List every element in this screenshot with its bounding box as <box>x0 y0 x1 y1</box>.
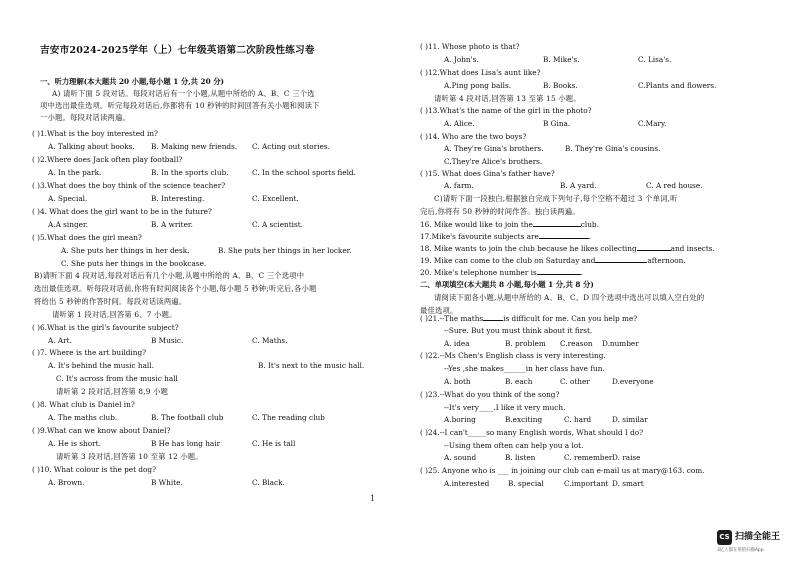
instruction-text: 选出最佳选项。听每段对话前,你将有时间阅读各个小题,每小题 5 秒钟;听完后,各小题 <box>34 284 317 293</box>
option-a[interactable]: A. John's. <box>444 55 479 64</box>
option-b[interactable]: B. each <box>505 377 533 386</box>
instruction-text: 请听第 3 段对话,回答第 10 至第 12 小题。 <box>56 452 203 461</box>
option-a[interactable]: A. sound <box>444 453 477 462</box>
instruction-text: 完后,你将有 50 秒钟的时间作答。独白读两遍。 <box>420 207 580 216</box>
option-c[interactable]: C. remember <box>564 453 613 462</box>
option-a[interactable]: A.A singer. <box>48 220 88 229</box>
question-line: ( )6.What is the girl's favourite subject? <box>32 323 179 332</box>
question-line: ( )13.What's the name of the girl in the photo? <box>420 106 592 115</box>
instruction-text: B)请听下面 4 段对话,每段对话后有几个小题,从题中所给的 A、B、C 三个选项中 <box>34 271 305 280</box>
option-a[interactable]: A.interested <box>444 479 490 488</box>
question-line: --Sure. But you must think about it first. <box>444 326 593 335</box>
scanner-name: 扫描全能王 <box>735 532 781 542</box>
option-b[interactable]: B. listen <box>505 453 536 462</box>
option-c[interactable]: C. The reading club <box>252 413 325 422</box>
answer-blank[interactable] <box>533 218 581 227</box>
question-line: ( )3.What does the boy think of the science teacher? <box>32 181 226 190</box>
option-c[interactable]: C. hard <box>564 415 592 424</box>
option-c[interactable]: C.important <box>564 479 609 488</box>
instruction-text: 请听第 4 段对话,回答第 13 至第 15 小题。 <box>434 94 581 103</box>
option-b[interactable]: B Gina. <box>543 119 571 128</box>
option-b[interactable]: B. problem <box>505 339 546 348</box>
answer-blank[interactable] <box>595 254 647 263</box>
question-line: ( )8. What club is Daniel in? <box>32 400 135 409</box>
question-line: C. She puts her things in the bookcase. <box>61 259 207 268</box>
question-line: ( )2.Where does Jack often play football? <box>32 155 183 164</box>
question-line: ( )25. Anyone who is ___ in joining our club can e-mail us at mary@163. com. <box>420 466 705 475</box>
question-line: ( )15. What does Gina's father have? <box>420 169 555 178</box>
instruction-text: 将给出 5 秒钟的作答时间。每段对话读两遍。 <box>34 297 187 306</box>
option-c[interactable]: C. Excellent. <box>252 194 299 203</box>
question-line: ( )5.What does the girl mean? <box>32 233 142 242</box>
question-line: ( )9.What can we know about Daniel? <box>32 426 171 435</box>
instruction-text: 请听第 1 段对话,回答第 6、7 小题。 <box>52 310 177 319</box>
page-mark: 1 <box>370 494 376 503</box>
option-b[interactable]: B. The football club <box>151 413 224 422</box>
option-b[interactable]: B. She puts her things in her locker. <box>218 246 352 255</box>
question-line: C. It's across from the music hall <box>56 374 178 383</box>
option-a[interactable]: A. Brown. <box>48 478 85 487</box>
fill-question-16: 16. Mike would like to join the club. <box>420 220 599 229</box>
option-a[interactable]: A.boring <box>444 415 476 424</box>
instruction-text: 最佳选项。 <box>420 306 458 315</box>
fill-question-18: 18. Mike wants to join the club because he likes collecting and insects. <box>420 244 715 253</box>
option-b[interactable]: B Music. <box>151 336 184 345</box>
option-b[interactable]: B. It's next to the music hall. <box>258 361 365 370</box>
section-heading: 二、单项填空(本大题共 8 小题,每小题 1 分,共 8 分) <box>420 280 594 289</box>
option-c[interactable]: C. A scientist. <box>252 220 303 229</box>
question-line: ( )11. Whose photo is that? <box>420 42 520 51</box>
instruction-text: C)请听下面一段独白,根据独白完成下列句子,每个空格不超过 3 个单词,听 <box>434 194 678 203</box>
option-a[interactable]: A. both <box>444 377 471 386</box>
instruction-text: 请阅读下面各小题,从题中所给的 A、B、C、D 四个选项中选出可以填入空白处的 <box>434 293 705 302</box>
question-line: C.They're Alice's brothers. <box>444 157 543 166</box>
camscanner-logo-icon: CS <box>717 530 732 545</box>
option-b[interactable]: B He has long hair <box>151 439 221 448</box>
option-c[interactable]: C. other <box>560 377 590 386</box>
option-a[interactable]: A. Art. <box>48 336 72 345</box>
option-d[interactable]: D. smart <box>612 479 644 488</box>
question-line: ( )14. Who are the two boys? <box>420 132 527 141</box>
answer-blank[interactable] <box>637 242 671 251</box>
option-b[interactable]: B. Interesting. <box>151 194 205 203</box>
fill-question-20: 20. Mike's telephone number is . <box>420 268 584 277</box>
option-b[interactable]: B. Making new friends. <box>151 142 238 151</box>
answer-blank[interactable] <box>537 266 581 275</box>
fill-question-19: 19. Mike can come to the club on Saturday and afternoon. <box>420 256 686 265</box>
option-a[interactable]: A. farm. <box>444 181 474 190</box>
exam-title: 吉安市2024-2025学年（上）七年级英语第二次阶段性练习卷 <box>40 45 315 56</box>
option-b[interactable]: B White. <box>151 478 183 487</box>
option-a[interactable]: A. He is short. <box>48 439 101 448</box>
question-line: ( )12.What does Lisa's aunt like? <box>420 68 541 77</box>
scanner-tagline: 3亿人都在用的扫描App <box>717 548 764 553</box>
option-b[interactable]: B. special <box>508 479 544 488</box>
option-d[interactable]: D.number <box>602 339 639 348</box>
option-c[interactable]: C. Lisa's. <box>638 55 672 64</box>
option-a[interactable]: A. Special. <box>48 194 88 203</box>
option-a[interactable]: A.Ping pong balls. <box>444 81 512 90</box>
option-c[interactable]: C.Mary. <box>638 119 667 128</box>
question-line: ( )23.--What do you think of the song? <box>420 390 560 399</box>
question-line: --It's very____.I like it very much. <box>444 403 566 412</box>
option-d[interactable]: D.everyone <box>612 377 654 386</box>
option-c[interactable]: C. A red house. <box>646 181 703 190</box>
answer-blank[interactable] <box>483 312 503 321</box>
option-a[interactable]: A. In the park. <box>48 168 102 177</box>
question-line: ( )24.--I can't_____so many English words, What should I do? <box>420 428 644 437</box>
answer-blank[interactable] <box>539 230 589 239</box>
option-b[interactable]: B.exciting <box>505 415 543 424</box>
section-heading: 一、听力理解(本大题共 20 小题,每小题 1 分,共 20 分) <box>40 77 224 86</box>
instruction-text: 请听第 2 段对话,回答第 8,9 小题 <box>56 387 169 396</box>
instruction-text: A) 请听下面 5 段对话。每段对话后有一个小题,从题中所给的 A、B、C 三个选 <box>52 89 315 98</box>
option-a[interactable]: A. The maths club. <box>48 413 118 422</box>
option-c[interactable]: C. Black. <box>252 478 285 487</box>
instruction-text: 项中选出最佳选项。听完每段对话后,你都将有 10 秒钟的时间回答有关小题和阅读下 <box>40 101 320 110</box>
instruction-text: 一小题。每段对话读两遍。 <box>40 113 130 122</box>
option-b[interactable]: B. Books. <box>543 81 578 90</box>
option-d[interactable]: D. raise <box>612 453 641 462</box>
question-21: ( )21.--The maths is difficult for me. Can you help me? <box>420 314 638 323</box>
option-a[interactable]: A. They're Gina's brothers. <box>444 144 544 153</box>
question-line: ( )10. What colour is the pet dog? <box>32 465 157 474</box>
question-line: --Using them often can help you a lot. <box>444 441 584 450</box>
option-a[interactable]: A. It's behind the music hall. <box>48 361 154 370</box>
option-c[interactable]: C.Plants and flowers. <box>638 81 717 90</box>
option-a[interactable]: A. She puts her things in her desk. <box>61 246 190 255</box>
option-c[interactable]: C. Maths. <box>252 336 288 345</box>
question-line: ( )22.--Ms Chen's English class is very interesting. <box>420 351 606 360</box>
option-d[interactable]: D. similar <box>612 415 648 424</box>
scanner-watermark <box>717 527 793 557</box>
option-b[interactable]: B. In the sports club. <box>151 168 229 177</box>
option-b[interactable]: B. They're Gina's cousins. <box>565 144 661 153</box>
option-a[interactable]: A. Talking about books. <box>48 142 135 151</box>
fill-question-17: 17.Mike's favourite subjects are . <box>420 232 592 241</box>
option-c[interactable]: C. In the school sports field. <box>252 168 356 177</box>
question-line: --Yes ,she makes______in her class have fun. <box>444 364 605 373</box>
option-b[interactable]: B. A writer. <box>151 220 193 229</box>
question-line: ( )4. What does the girl want to be in the future? <box>32 207 212 216</box>
option-b[interactable]: B. Mike's. <box>543 55 580 64</box>
option-a[interactable]: A. idea <box>444 339 470 348</box>
question-line: ( )7. Where is the art building? <box>32 348 147 357</box>
option-b[interactable]: B. A yard. <box>560 181 597 190</box>
option-c[interactable]: C. He is tall <box>252 439 296 448</box>
option-a[interactable]: A. Alice. <box>444 119 475 128</box>
option-c[interactable]: C.reason <box>560 339 593 348</box>
option-c[interactable]: C. Acting out stories. <box>252 142 330 151</box>
question-line: ( )1.What is the boy interested in? <box>32 129 158 138</box>
